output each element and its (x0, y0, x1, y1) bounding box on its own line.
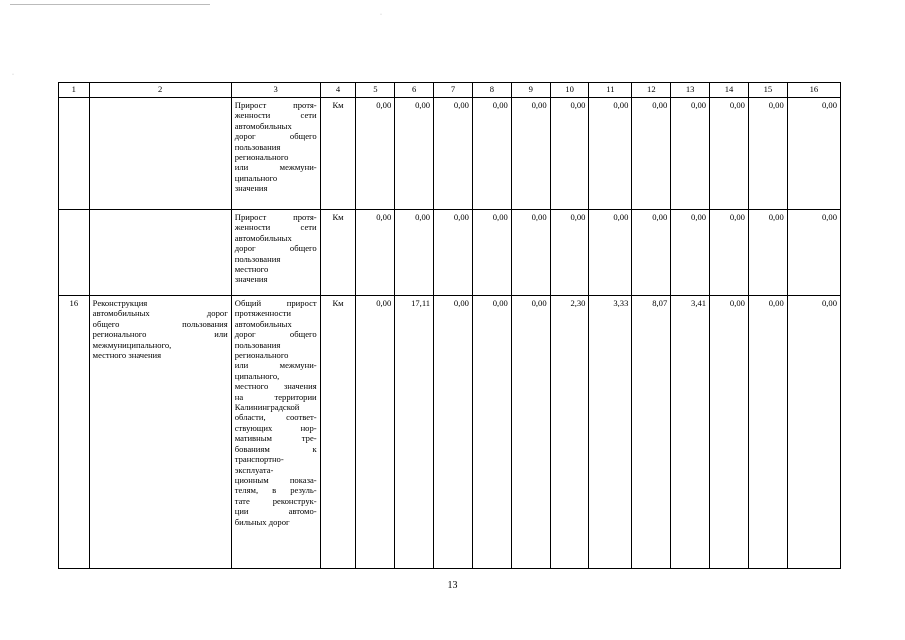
value-cell: 0,00 (632, 210, 671, 296)
indicators-table (58, 82, 841, 569)
column-header-2: 2 (89, 83, 231, 98)
value-cell: 0,00 (787, 210, 840, 296)
row-number-cell (59, 98, 90, 210)
value-cell: 17,11 (395, 296, 434, 569)
indicator-name-line: бованиям к (234, 443, 317, 454)
indicator-name-line: пользования (234, 141, 281, 152)
indicator-name-line: на территории (234, 391, 317, 402)
indicator-name-line: женности сети (234, 222, 317, 233)
measure-name-cell (89, 296, 231, 569)
column-header-15: 15 (748, 83, 787, 98)
value-cell: 0,00 (671, 98, 710, 210)
value-cell: 0,00 (356, 296, 395, 569)
value-cell: 0,00 (511, 296, 550, 569)
value-cell: 0,00 (589, 98, 632, 210)
value-cell: 0,00 (589, 210, 632, 296)
indicator-name-line: или межмуни- (234, 162, 317, 173)
indicator-name-line: эксплуата- (234, 464, 274, 475)
unit-cell: Км (320, 296, 356, 569)
indicator-name-line: дорог общего (234, 131, 317, 142)
indicator-name-line: автомобильных (234, 232, 292, 243)
indicator-name-line: тате реконструк- (234, 495, 317, 506)
value-cell: 0,00 (511, 98, 550, 210)
indicator-name-line: ствующих нор- (234, 422, 317, 433)
value-cell: 0,00 (395, 98, 434, 210)
measure-name-line: Реконструкция (92, 298, 148, 308)
indicator-name-line: ципального (234, 172, 278, 183)
measure-name-line: автомобильных дорог (92, 308, 228, 319)
indicator-name-line: автомобильных (234, 318, 292, 329)
row-number-cell: 16 (59, 296, 90, 569)
value-cell: 0,00 (511, 210, 550, 296)
column-header-10: 10 (550, 83, 589, 98)
value-cell: 0,00 (472, 296, 511, 569)
value-cell: 0,00 (472, 98, 511, 210)
scan-dot: · (380, 12, 382, 18)
indicator-name-line: автомобильных (234, 120, 292, 131)
indicator-name-line: значения (234, 274, 268, 285)
value-cell: 0,00 (748, 98, 787, 210)
indicator-name-line: значения (234, 183, 268, 194)
indicator-name-cell (231, 98, 320, 210)
indicator-name-line: дорог общего (234, 329, 317, 340)
column-header-3: 3 (231, 83, 320, 98)
indicator-name-line: пользования (234, 339, 281, 350)
unit-cell: Км (320, 98, 356, 210)
value-cell: 0,00 (550, 210, 589, 296)
top-scan-rule (10, 4, 210, 5)
value-cell: 0,00 (434, 210, 473, 296)
value-cell: 0,00 (356, 98, 395, 210)
value-cell: 0,00 (748, 296, 787, 569)
value-cell: 8,07 (632, 296, 671, 569)
indicator-name-line: Прирост протя- (234, 212, 317, 222)
value-cell: 3,41 (671, 296, 710, 569)
indicator-name-line: бильных дорог (234, 516, 290, 527)
column-header-1: 1 (59, 83, 90, 98)
value-cell: 0,00 (710, 210, 749, 296)
page-number: 13 (447, 580, 458, 591)
measure-name-line: местного значения (92, 350, 162, 361)
column-header-14: 14 (710, 83, 749, 98)
column-header-6: 6 (395, 83, 434, 98)
indicator-name-line: Прирост протя- (234, 100, 317, 110)
value-cell: 0,00 (395, 210, 434, 296)
value-cell: 0,00 (710, 296, 749, 569)
column-header-7: 7 (434, 83, 473, 98)
measure-name-cell (89, 98, 231, 210)
measure-name-line: регионального или (92, 329, 228, 340)
column-header-11: 11 (589, 83, 632, 98)
indicator-name-cell (231, 296, 320, 569)
indicator-name-line: транспортно- (234, 454, 284, 465)
value-cell: 0,00 (787, 296, 840, 569)
indicator-name-line: Калининградской (234, 402, 300, 413)
indicator-name-line: регионального (234, 152, 289, 163)
measure-name-cell (89, 210, 231, 296)
unit-cell: Км (320, 210, 356, 296)
indicator-name-line: дорог общего (234, 243, 317, 254)
table-row (59, 210, 841, 296)
value-cell: 0,00 (434, 296, 473, 569)
column-header-12: 12 (632, 83, 671, 98)
indicator-name-line: телям, в резуль- (234, 485, 317, 496)
column-header-16: 16 (787, 83, 840, 98)
value-cell: 0,00 (434, 98, 473, 210)
table-row (59, 296, 841, 569)
value-cell: 0,00 (671, 210, 710, 296)
indicator-name-cell (231, 210, 320, 296)
indicator-name-line: ципального, (234, 370, 280, 381)
measure-name-line: общего пользования (92, 318, 228, 329)
column-header-5: 5 (356, 83, 395, 98)
value-cell: 0,00 (710, 98, 749, 210)
value-cell: 3,33 (589, 296, 632, 569)
indicator-name-line: мативным тре- (234, 433, 317, 444)
indicator-name-line: ционным показа- (234, 474, 317, 485)
value-cell: 0,00 (748, 210, 787, 296)
column-header-9: 9 (511, 83, 550, 98)
indicator-name-line: местного значения (234, 381, 317, 392)
indicator-name-line: местного (234, 264, 269, 275)
indicator-name-line: женности сети (234, 110, 317, 121)
indicator-name-line: протяженности (234, 308, 291, 319)
measure-name-line: межмуниципального, (92, 339, 172, 350)
value-cell: 0,00 (787, 98, 840, 210)
indicator-name-line: пользования (234, 253, 281, 264)
column-header-13: 13 (671, 83, 710, 98)
column-header-8: 8 (472, 83, 511, 98)
value-cell: 0,00 (550, 98, 589, 210)
column-header-4: 4 (320, 83, 356, 98)
indicator-name-line: Общий прирост (234, 298, 317, 308)
indicator-name-line: регионального (234, 350, 289, 361)
indicator-name-line: или межмуни- (234, 360, 317, 371)
header-row (59, 83, 841, 98)
scan-dot: · (12, 72, 14, 78)
value-cell: 0,00 (472, 210, 511, 296)
table-row (59, 98, 841, 210)
value-cell: 0,00 (632, 98, 671, 210)
indicator-name-line: области, соответ- (234, 412, 317, 423)
row-number-cell (59, 210, 90, 296)
indicator-name-line: ции автомо- (234, 506, 317, 517)
value-cell: 0,00 (356, 210, 395, 296)
value-cell: 2,30 (550, 296, 589, 569)
